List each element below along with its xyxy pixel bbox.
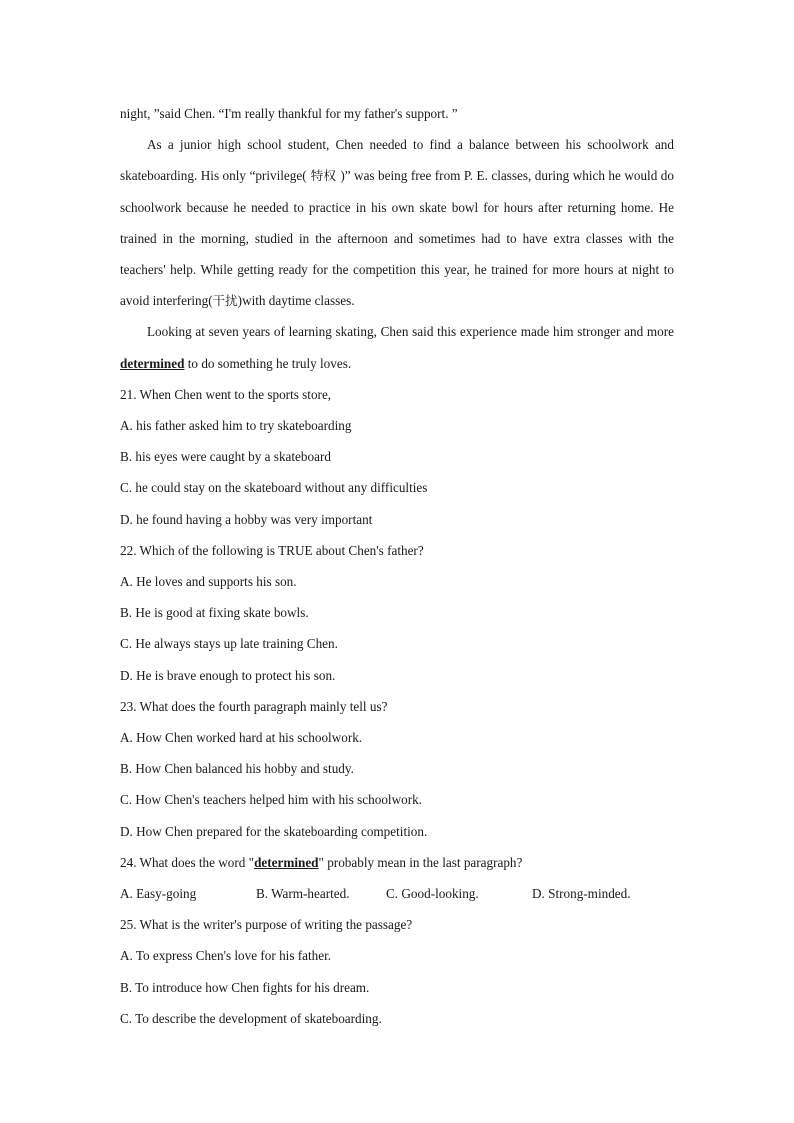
answer-option: D. Strong-minded. bbox=[532, 886, 631, 902]
answer-option: C. Good-looking. bbox=[386, 886, 479, 902]
passage-text: As a junior high school student, Chen needed to find a balance between his schoolwork and skateboarding. His only “privilege( bbox=[120, 137, 674, 184]
question bbox=[120, 847, 674, 909]
answer-option: D. He is brave enough to protect his son. bbox=[120, 667, 336, 683]
question-stem bbox=[120, 847, 674, 878]
answer-option: B. He is good at fixing skate bowls. bbox=[120, 605, 309, 621]
answer-option: B. Warm-hearted. bbox=[256, 886, 350, 902]
answer-option: C. How Chen's teachers helped him with his schoolwork. bbox=[120, 792, 422, 808]
answer-option: D. How Chen prepared for the skateboarding competition. bbox=[120, 823, 428, 839]
key-word: determined bbox=[120, 355, 185, 371]
answer-option: A. To express Chen's love for his father. bbox=[120, 948, 332, 964]
question-stem: 23. What does the fourth paragraph mainly tell us? bbox=[120, 698, 388, 714]
document-page bbox=[120, 98, 674, 1034]
answer-option: C. To describe the development of skateboarding. bbox=[120, 1010, 382, 1026]
passage-text: )with daytime classes. bbox=[237, 293, 355, 309]
passage-text: to do something he truly loves. bbox=[184, 355, 352, 371]
answer-options-row bbox=[120, 878, 674, 909]
answer-option: B. To introduce how Chen fights for his dream. bbox=[120, 979, 370, 995]
question-stem-text: " probably mean in the last paragraph? bbox=[318, 854, 523, 870]
question-stem: 22. Which of the following is TRUE about Chen's father? bbox=[120, 542, 424, 558]
passage-text: Looking at seven years of learning skating, Chen said this experience made him stronger and more bbox=[147, 324, 674, 340]
answer-option: D. he found having a hobby was very important bbox=[120, 511, 373, 527]
answer-option: B. How Chen balanced his hobby and study. bbox=[120, 761, 354, 777]
answer-option: B. his eyes were caught by a skateboard bbox=[120, 449, 331, 465]
question bbox=[120, 535, 674, 691]
answer-option: A. Easy-going bbox=[120, 886, 197, 902]
answer-option: A. How Chen worked hard at his schoolwork. bbox=[120, 730, 363, 746]
passage-paragraph bbox=[120, 129, 674, 316]
question bbox=[120, 909, 674, 1034]
question-stem: 25. What is the writer's purpose of writing the passage? bbox=[120, 917, 413, 933]
question bbox=[120, 691, 674, 847]
answer-option: C. He always stays up late training Chen. bbox=[120, 636, 338, 652]
question bbox=[120, 379, 674, 535]
passage-text: )” was being free from P. E. classes, during which he would do schoolwork because he needed to practice in his own skate bowl for hours after returning home. He trained in the morning, studied in the afternoon and sometimes had to have extra classes with the teachers' help. While getting ready for the competition this year, he trained for more hours at night to avoid interfering( bbox=[120, 168, 674, 309]
answer-option: A. He loves and supports his son. bbox=[120, 574, 297, 590]
passage-line bbox=[120, 98, 674, 129]
chinese-gloss: 特权 bbox=[306, 168, 341, 184]
answer-option: C. he could stay on the skateboard without any difficulties bbox=[120, 480, 428, 496]
key-word: determined bbox=[254, 854, 319, 870]
passage-paragraph bbox=[120, 316, 674, 378]
answer-option: A. his father asked him to try skateboarding bbox=[120, 418, 352, 434]
question-stem-text: 24. What does the word " bbox=[120, 854, 255, 870]
passage-text: night, ”said Chen. “I'm really thankful for my father's support. ” bbox=[120, 106, 458, 121]
chinese-gloss: 干扰 bbox=[212, 293, 238, 309]
question-stem: 21. When Chen went to the sports store, bbox=[120, 386, 332, 402]
